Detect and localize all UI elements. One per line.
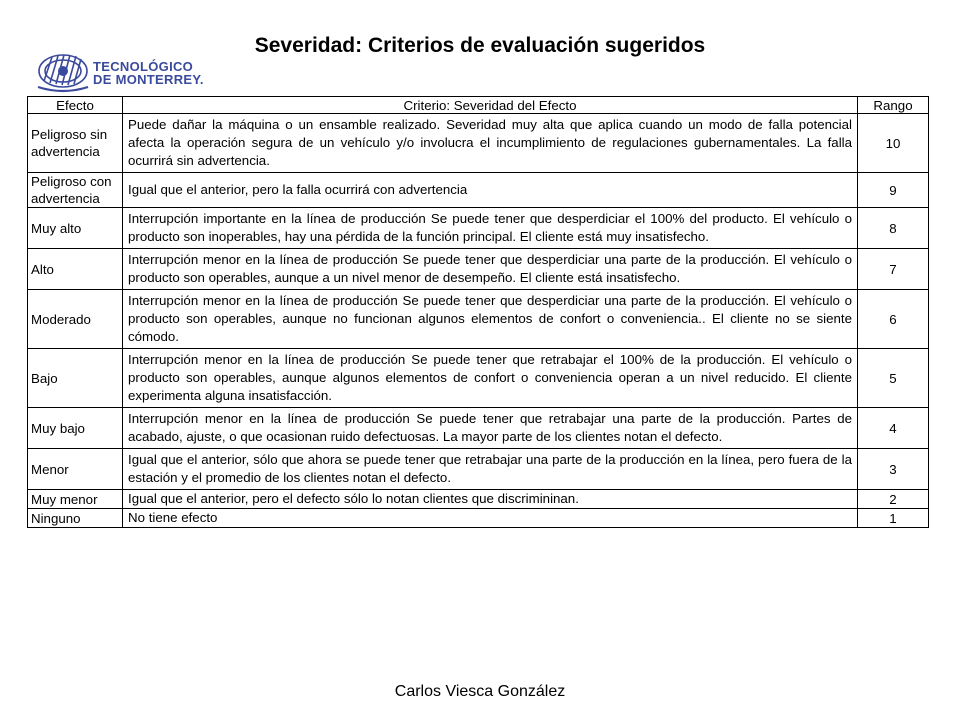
cell-rango: 7 [858, 249, 929, 290]
cell-criterio: No tiene efecto [123, 509, 858, 528]
table-row [28, 509, 929, 528]
cell-efecto: Menor [28, 449, 123, 490]
cell-efecto: Muy alto [28, 208, 123, 249]
cell-criterio: Interrupción importante en la línea de producción Se puede tener que desperdiciar el 100% del producto. El vehículo o producto son inoperables, hay una pérdida de la función principal. El cliente está muy insatisfecho. [123, 208, 858, 249]
table-row [28, 408, 929, 449]
header-criterio: Criterio: Severidad del Efecto [123, 97, 858, 114]
cell-criterio: Interrupción menor en la línea de producción Se puede tener que desperdiciar una parte de la producción. El vehículo o producto son operables, aunque no funcionan algunos elementos de confort o conveniencia.. El cliente no se siente cómodo. [123, 290, 858, 349]
table-row [28, 173, 929, 208]
cell-criterio: Interrupción menor en la línea de producción Se puede tener que retrabajar una parte de la producción. Partes de acabado, ajuste, o que ocasionan ruido defectuosas. La mayor parte de los clientes notan el defecto. [123, 408, 858, 449]
table-header-row [28, 97, 929, 114]
logo-text [93, 60, 204, 86]
cell-criterio: Interrupción menor en la línea de producción Se puede tener que desperdiciar una parte de la producción. El vehículo o producto son operables, aunque a un nivel menor de desempeño. El cliente está insatisfecho. [123, 249, 858, 290]
header-efecto: Efecto [28, 97, 123, 114]
cell-efecto: Moderado [28, 290, 123, 349]
cell-rango: 9 [858, 173, 929, 208]
table-row [28, 449, 929, 490]
cell-rango: 5 [858, 349, 929, 408]
cell-rango: 2 [858, 490, 929, 509]
cell-rango: 3 [858, 449, 929, 490]
cell-efecto: Peligroso sin advertencia [28, 114, 123, 173]
table-row [28, 249, 929, 290]
cell-rango: 8 [858, 208, 929, 249]
page-title: Severidad: Criterios de evaluación sugeridos [254, 34, 706, 57]
table-row [28, 290, 929, 349]
author-footer: Carlos Viesca González [394, 683, 566, 700]
severity-criteria-table [27, 96, 929, 528]
cell-criterio: Igual que el anterior, sólo que ahora se puede tener que retrabajar una parte de la producción en la línea, pero fuera de la estación y el promedio de los clientes notan el defecto. [123, 449, 858, 490]
cell-rango: 4 [858, 408, 929, 449]
cell-criterio: Igual que el anterior, pero la falla ocurrirá con advertencia [123, 173, 858, 208]
logo-line-1: TECNOLÓGICO [93, 59, 194, 74]
logo-line-2: DE MONTERREY. [93, 72, 204, 87]
cell-criterio: Igual que el anterior, pero el defecto sólo lo notan clientes que discrimininan. [123, 490, 858, 509]
cell-criterio: Puede dañar la máquina o un ensamble realizado. Severidad muy alta que aplica cuando un modo de falla potencial afecta la operación segura de un vehículo y/o involucra el incumplimiento de regulaciones gubernamentales. La falla ocurrirá sin advertencia. [123, 114, 858, 173]
cell-rango: 6 [858, 290, 929, 349]
cell-rango: 1 [858, 509, 929, 528]
cell-efecto: Muy menor [28, 490, 123, 509]
cell-efecto: Alto [28, 249, 123, 290]
table-row [28, 208, 929, 249]
table-row [28, 490, 929, 509]
cell-criterio: Interrupción menor en la línea de producción Se puede tener que retrabajar el 100% de la producción. El vehículo o producto son operables, aunque algunos elementos de confort o conveniencia operan a un nivel reducido. El cliente experimenta alguna insatisfacción. [123, 349, 858, 408]
cell-efecto: Peligroso con advertencia [28, 173, 123, 208]
cell-efecto: Muy bajo [28, 408, 123, 449]
header-rango: Rango [858, 97, 929, 114]
table-row [28, 114, 929, 173]
table-row [28, 349, 929, 408]
cell-rango: 10 [858, 114, 929, 173]
cell-efecto: Bajo [28, 349, 123, 408]
cell-efecto: Ninguno [28, 509, 123, 528]
